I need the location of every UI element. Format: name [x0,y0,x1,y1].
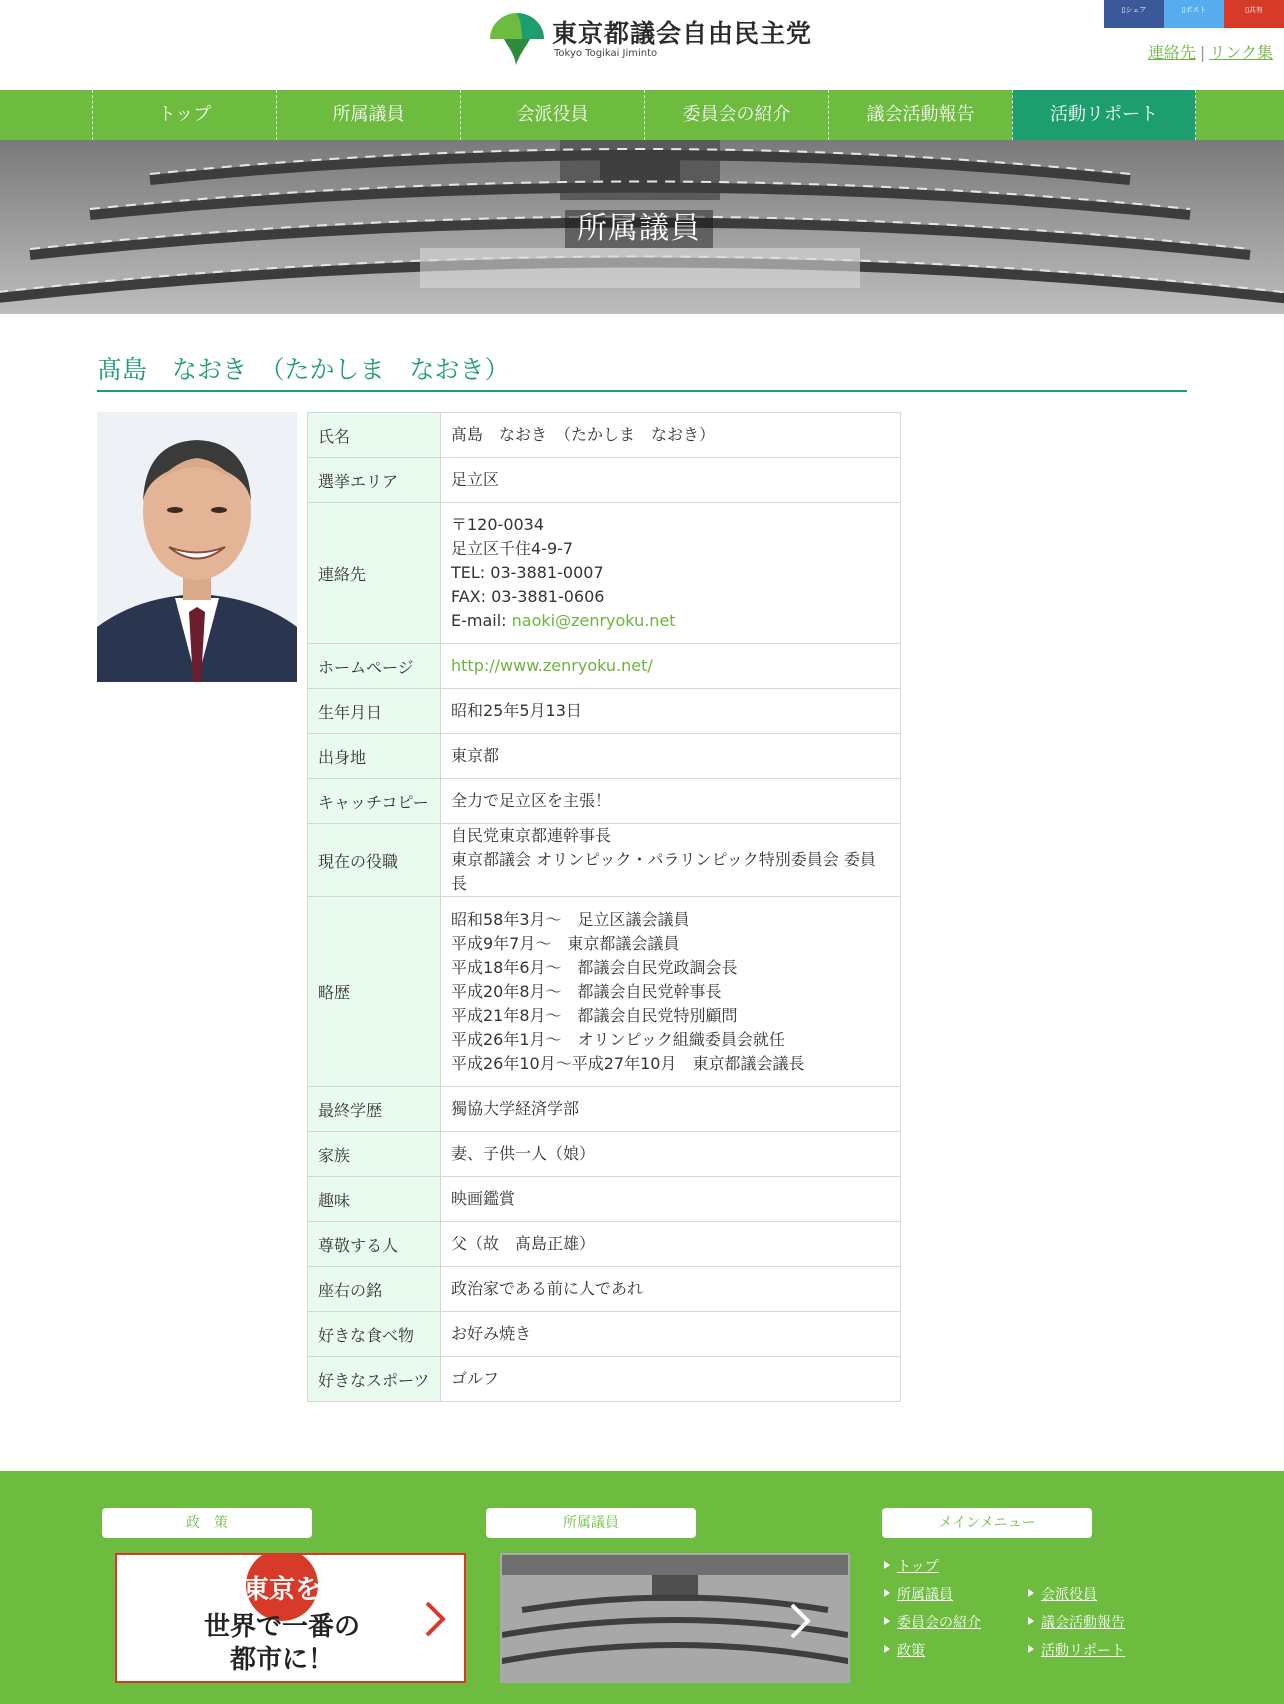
site-footer [0,1471,1284,1704]
table-row [308,1357,901,1402]
twitter-post-label: ポスト [1185,6,1207,14]
homepage-link[interactable]: http://www.zenryoku.net/ [451,656,653,675]
row-key: 座右の銘 [308,1267,441,1312]
email-line [451,609,890,633]
row-key: 氏名 [308,413,441,458]
email-link[interactable]: naoki@zenryoku.net [511,611,676,630]
table-row [308,1132,901,1177]
members-banner[interactable] [500,1553,850,1683]
table-row [308,1177,901,1222]
footer-menu-item[interactable] [897,1612,981,1632]
nav-item-top[interactable]: トップ [92,90,276,140]
table-row [308,779,901,824]
row-value: 東京都 [441,734,901,779]
row-value: 全力で足立区を主張！ [441,779,901,824]
hatena-share-label: 共有 [1248,6,1263,14]
row-value: 妻、子供一人（娘） [441,1132,901,1177]
table-row [308,458,901,503]
table-row [308,1087,901,1132]
row-key: 連絡先 [308,503,441,644]
row-value: 映画鑑賞 [441,1177,901,1222]
site-logo[interactable] [486,13,812,65]
top-links [1148,40,1273,63]
policy-banner-graphic [117,1555,464,1681]
logo-mark-icon [486,13,548,65]
row-key: 現在の役職 [308,824,441,897]
main-nav [0,90,1284,140]
members-heading: 所属議員 [486,1508,696,1538]
hatena-share-button[interactable]: ▯共有 [1224,0,1284,28]
member-heading: 髙島 なおき （たかしま なおき） [97,352,1187,392]
nav-item-members[interactable]: 所属議員 [276,90,460,140]
footer-menu-item[interactable] [1041,1612,1125,1632]
history-line: 平成18年6月〜 都議会自民党政調会長 [451,957,738,977]
main-menu-heading: メインメニュー [882,1508,1092,1538]
position-line: 東京都議会 オリンピック・パラリンピック特別委員会 委員長 [451,850,876,893]
address: 足立区千住4-9-7 [451,539,574,558]
row-key: 尊敬する人 [308,1222,441,1267]
row-key: 生年月日 [308,689,441,734]
members-banner-graphic [502,1555,848,1681]
member-photo [97,412,297,682]
table-row [308,1222,901,1267]
row-key: 家族 [308,1132,441,1177]
banner-line-3: 都市に！ [229,1645,335,1675]
table-row [308,644,901,689]
table-row [308,1267,901,1312]
footer-link-officers[interactable]: 会派役員 [1041,1587,1097,1603]
footer-link-members[interactable]: 所属議員 [897,1587,953,1603]
policy-heading: 政 策 [102,1508,312,1538]
footer-link-committees[interactable]: 委員会の紹介 [897,1615,981,1631]
footer-menu-item[interactable] [1041,1584,1097,1604]
history-line: 平成26年10月〜平成27年10月 東京都議会議長 [451,1053,805,1073]
nav-item-officers[interactable]: 会派役員 [460,90,644,140]
twitter-post-button[interactable]: ▯ポスト [1164,0,1224,28]
footer-link-policy[interactable]: 政策 [897,1643,925,1659]
share-buttons [1104,0,1284,28]
row-key: 好きな食べ物 [308,1312,441,1357]
row-key: キャッチコピー [308,779,441,824]
history-line: 昭和58年3月〜 足立区議会議員 [451,909,690,929]
email-label: E-mail: [451,611,512,630]
history-line: 平成26年1月〜 オリンピック組織委員会就任 [451,1029,785,1049]
logo-subtitle: Tokyo Togikai Jiminto [554,47,658,59]
table-row [308,1312,901,1357]
history-line: 平成21年8月〜 都議会自民党特別顧問 [451,1005,738,1025]
contact-link[interactable]: 連絡先 [1147,43,1196,62]
footer-link-reports[interactable]: 議会活動報告 [1041,1615,1125,1631]
position-line: 自民党東京都連幹事長 [451,826,612,845]
row-key: 出身地 [308,734,441,779]
facebook-share-label: シェア [1125,6,1147,14]
banner-line-2: 世界で一番の [203,1612,361,1642]
phone: TEL: 03-3881-0007 [451,563,604,582]
footer-menu-item[interactable] [1041,1640,1125,1660]
profile-table [307,412,901,1402]
table-row [308,734,901,779]
top-links-separator: | [1199,43,1206,62]
nav-item-reports[interactable]: 議会活動報告 [828,90,1012,140]
row-value: 父（故 髙島正雄） [441,1222,901,1267]
fax: FAX: 03-3881-0606 [451,587,605,606]
row-value: 政治家である前に人であれ [441,1267,901,1312]
history-line: 平成20年8月〜 都議会自民党幹事長 [451,981,722,1001]
policy-banner[interactable] [115,1553,466,1683]
table-row [308,689,901,734]
row-value [441,897,901,1087]
row-value: 髙島 なおき （たかしま なおき） [441,413,901,458]
contact-value [441,503,901,644]
page-title: 所属議員 [565,210,713,248]
row-key: 好きなスポーツ [308,1357,441,1402]
row-value: お好み焼き [441,1312,901,1357]
table-row [308,503,901,644]
footer-link-top[interactable]: トップ [897,1559,939,1575]
row-key: 最終学歴 [308,1087,441,1132]
nav-item-activity[interactable]: 活動リポート [1012,90,1196,140]
row-key: 略歴 [308,897,441,1087]
row-key: ホームページ [308,644,441,689]
table-row [308,897,901,1087]
footer-menu-item[interactable] [897,1640,925,1660]
hero-banner [0,140,1284,314]
table-row [308,824,901,897]
row-key: 趣味 [308,1177,441,1222]
links-link[interactable]: リンク集 [1209,43,1273,62]
row-value: 獨協大学経済学部 [441,1087,901,1132]
row-key: 選挙エリア [308,458,441,503]
chevron-right-icon [427,1603,443,1635]
table-row [308,413,901,458]
history-line: 平成9年7月〜 東京都議会議員 [451,933,680,953]
footer-menu-item[interactable] [897,1556,939,1576]
row-value: ゴルフ [441,1357,901,1402]
row-value: 足立区 [441,458,901,503]
logo-title: 東京都議会自由民主党 [552,18,813,48]
row-value [441,824,901,897]
nav-item-committees[interactable]: 委員会の紹介 [644,90,828,140]
facebook-share-button[interactable]: ▯シェア [1104,0,1164,28]
banner-line-1: 東京を [242,1575,322,1605]
row-value: 昭和25年5月13日 [441,689,901,734]
postal-code: 〒120-0034 [451,515,545,534]
site-header [0,0,1284,90]
footer-menu-item[interactable] [897,1584,953,1604]
row-value [441,644,901,689]
footer-link-activity[interactable]: 活動リポート [1041,1643,1125,1659]
